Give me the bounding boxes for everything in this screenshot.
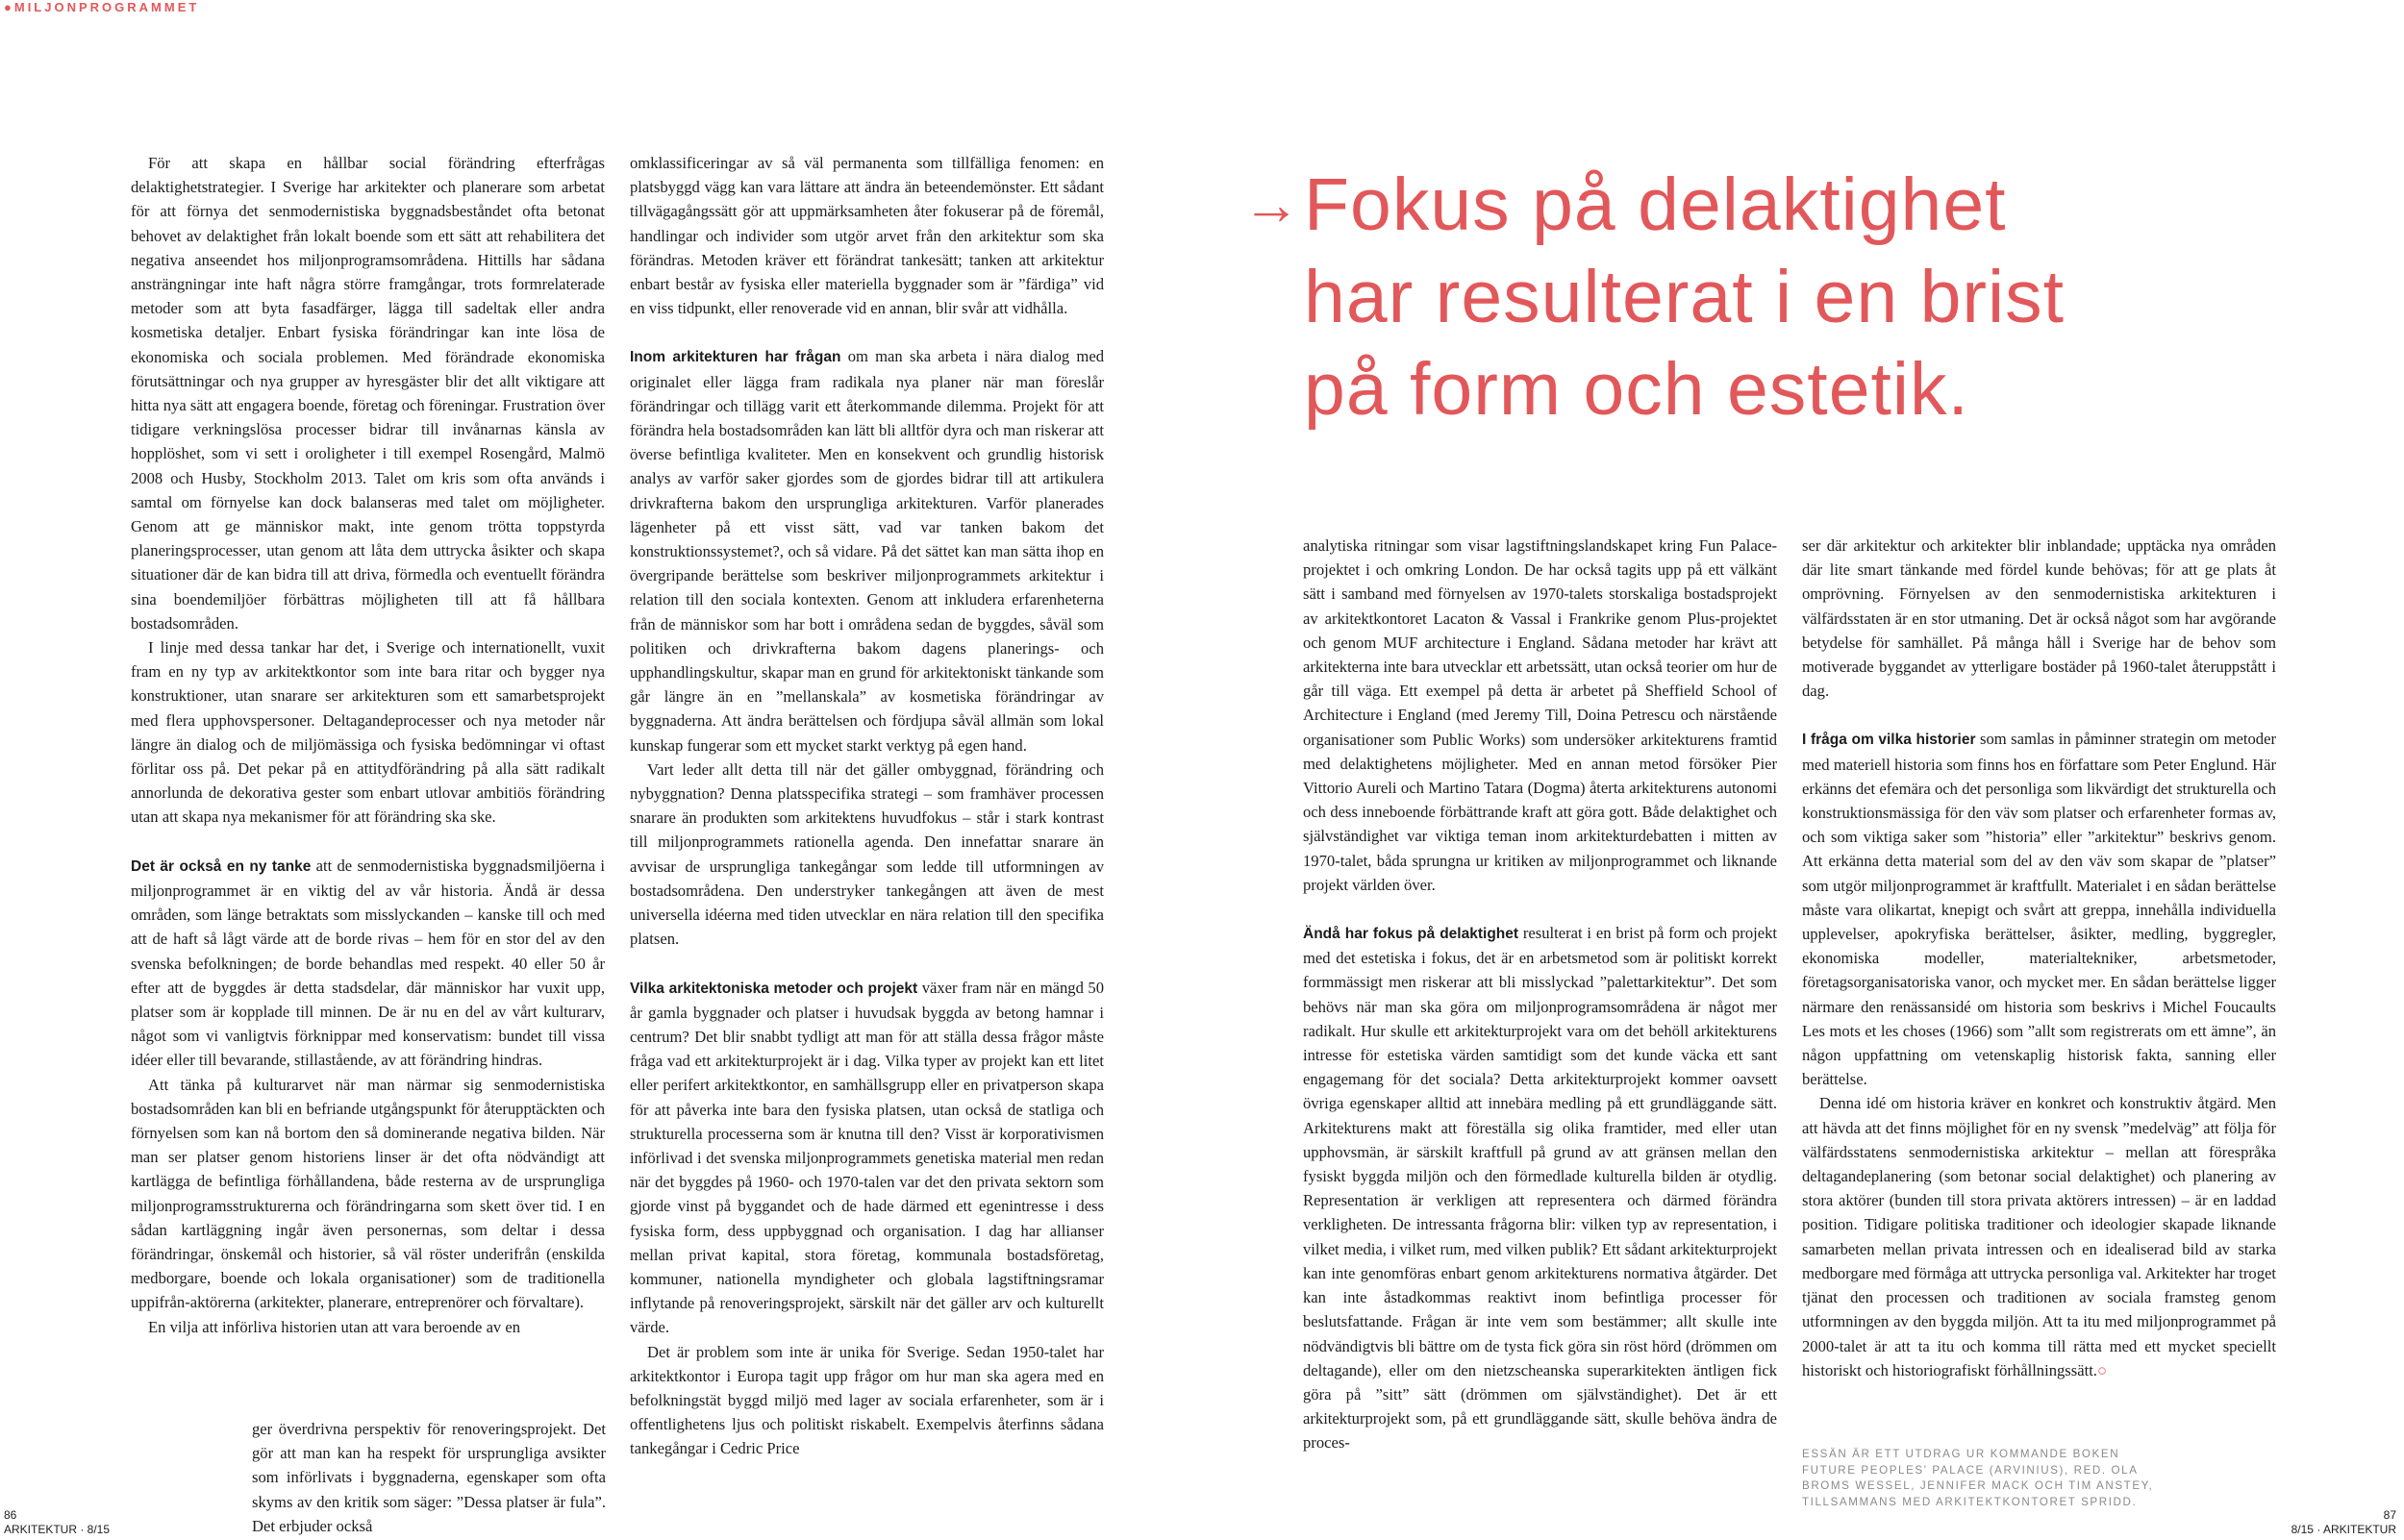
end-mark-icon: ○ [2096,1360,2107,1379]
article-credit: ESSÄN ÄR ETT UTDRAG UR KOMMANDE BOKEN FUTURE PEOPLES' PALACE (ARVINIUS), RED. OLA BROMS WESSEL, JENNIFER MACK OCH TIM ANSTEY, TILLSAMMANS MED ARKITEKTKONTORET SPRIDD. [1802,1448,2154,1508]
column-3 [1303,534,1777,1538]
paragraph: I linje med dessa tankar har det, i Sverige och internationellt, vuxit fram en ny typ av arkitektkontor som inte bara ritar och bygger nya konstruktioner, utan snarare ser arkitekturen som ett samarbetsprojekt med flera upphovspersoner. Deltagandeprocesser och nya metoder når längre än dialog och de miljömässiga och fysiska bedömningar vi oftast förlitar oss på. Det pekar på en attitydförändring på alla sätt radikalt annorlunda de dekorativa gester som enbart utlovar ambitiös förändring utan att skapa nya mekanismer för att förändring ska ske. [131,638,605,827]
section-label [4,0,199,14]
paragraph: I fråga om vilka historier som samlas in påminner strategin om metoder med materiell historia som finns hos en författare som Peter Englund. Här erkänns det efemära och det personliga som likvärdigt det strukturella och konstruktionsmässiga för den väv som platser och erfarenheter formas av, och som viktiga saker som ”historia” eller ”arkitektur” beskrivs genom. Att erkänna detta material som del av den väv som skapar de ”platser” som utgör miljonprogrammet är kraftfullt. Materialet i en sådan berättelse måste vara olikartat, knepigt och svårt att greppa, innehålla individuella upplevelser, apokryfiska berättelser, åsikter, medling, byggregler, ekonomiska modeller, materialtekniker, arbetsmetoder, företagsorganisatoriska vanor, och mycket mer. En sådan berättelse ligger närmare den renässansidé om historia som beskrivs i Michel Foucaults Les mots et les choses (1966) som ”allt som registrerats om ett ämne”, än någon uppfattning om vetenskaplig historisk fakta, sanning eller berättelse. [1802,730,2276,1089]
paragraph: För att skapa en hållbar social förändring efterfrågas delaktighetstrategier. I Sverige har arkitekter och planerare som arbetat för att förnya det senmodernistiska byggnadsbeståndet ofta betonat behovet av delaktighet från lokalt boende som ett sätt att rehabilitera det negativa anseendet hos miljonprogramsområdena. Hittills har sådana ansträngningar inte haft några större framgångar, trots formrelaterade metoder som att byta fasadfärger, lägga till sadeltak eller andra kosmetiska detaljer. Enbart fysiska förändringar kan inte lösa de ekonomiska och sociala problemen. Med förändrade ekonomiska förutsättningar och nya grupper av hyresgäster blir det allt viktigare att hitta nya sätt att engagera boende, företag och föreningar. Frustration över tidigare verkningslösa processer bidrar till invånarnas känsla av hopplöshet, som vi sett i oroligheter i till exempel Rosengård, Malmö 2008 och Husby, Stockholm 2013. Talet om kris som ofta används i samtal om förnyelse kan dock balanseras med talet om möjligheter. Genom att ge människor makt, inte genom trötta toppstyrda planeringsprocesser, utan genom att låta dem uttrycka åsikter och skapa situationer där de kan bidra till att driva, förmedla och eventuellt förändra sina boendemiljöer förbättras möjligheten till att få hållbara bostadsområden. [131,154,605,633]
pull-quote-line: Fokus på delaktighet [1304,163,2007,246]
paragraph: Det är också en ny tanke att de senmodernistiska byggnadsmiljöerna i miljonprogrammet är en viktig del av vår historia. Ändå är dessa områden, som länge betraktats som misslyckanden – kanske till och med att de haft så lågt värde att de borde rivas – hem för en stor del av den svenska befolkningen; de borde behandlas med respekt. 40 eller 50 år efter att de byggdes är detta stadsdelar, där människor har vuxit upp, platser som är kopplade till minnen. De är nu en del av vårt kulturarv, något som vi vanligtvis förknippar med konservatism: bundet till vissa idéer eller till bevarande, stillastående, av att förändring hindras. [131,856,605,1070]
arrow-right-icon: → [1242,172,1301,236]
lead-in: Det är också en ny tanke [131,857,312,875]
publication-name: ARKITEKTUR · 8/15 [4,1523,111,1536]
lead-in: Inom arkitekturen har frågan [630,349,841,366]
paragraph: Vart leder allt detta till när det gäller ombyggnad, förändring och nybyggnation? Denna platsspecifika strategi – som framhäver processen snarare än produkten som arkitektens huvudfokus – står i stark kontrast till miljonprogrammets rationella agenda. Den innefattar snarare än avvisar de ursprungliga tankegångar som ledde till utformningen av bostadsområdena. Den understryker tankegången att även de mest universella idéerna med tiden utvecklar en nära relation till den specifika platsen. [630,759,1104,949]
pull-quote-line: har resulterat i en brist [1304,256,2066,338]
column-2 [630,151,1104,1540]
lead-in: Ändå har fokus på delaktighet [1303,926,1519,943]
paragraph: analytiska ritningar som visar lagstiftningslandskapet kring Fun Palace-projektet i och omkring London. De har också tagits upp på ett välkänt sätt i samband med förnyelsen av 1970-talets storskaliga bostadsprojekt av arkitektkontoret Lacaton & Vassal i Frankrike genom Plus-projektet och genom MUF architecture i England. Sådana metoder har krävt att arkitekterna inte bara utvecklar ett arbetssätt, utan också teorier om hur de går till väga. Ett exempel på detta är arbetet på Sheffield School of Architecture i England (med Jeremy Till, Doina Petrescu och närstående organisationer som Public Works) som undersöker arkitekturens framtid med delaktighetens möjligheter. Med en annan metod försöker Pier Vittorio Aureli och Martino Tatara (Dogma) återta arkitekturens autonomi och dess inneboende förbättrande kraft att göra gott. Både delaktighet och självständighet var viktiga teman inom arkitekturdebatten i mitten av 1970-talet, båda sprungna ur kritiken av miljonprogrammet och liknande projekt världen över. [1303,536,1777,894]
paragraph: Att tänka på kulturarvet när man närmar sig senmodernistiska bostadsområden kan bli en befriande utgångspunkt för återupptäckten och förnyelsen som kan nå bortom den så dominerande negativa bilden. När man ser platser genom historiens linser är det ofta nödvändigt att kartlägga de befintliga förhållandena, både resterna av de ursprungliga miljonprogramsstrukturerna och förändringarna som skett över tid. I en sådan kartläggning ingår även personernas, som deltar i dessa förändringar, önskemål och historier, så väl röster underifrån (enskilda medborgare, boende och lokala organisationer) som de traditionella uppifrån-aktörerna (arkitekter, planerare, entreprenörer och förvaltare). [131,1075,605,1312]
paragraph: Det är problem som inte är unika för Sverige. Sedan 1950-talet har arkitektkontor i Europa tagit upp frågor om hur man ska agera med en befolkningstät byggd miljö med lager av sociala erfarenheter, som är i offentlighetens ljus och politiskt riskabelt. Exempelvis återfinns sådana tankegångar i Cedric Price [630,1342,1104,1458]
paragraph: ser där arkitektur och arkitekter blir inblandade; upptäcka nya områden där lite smart tänkande med fördel kunde behövas; för att ge plats åt omprövning. Förnyelsen av den senmodernistiska arkitekturen i välfärdsstaten är en stor utmaning. Det är också något som har avgörande betydelse för samhället. På många håll i Sverige har de behov som motiverade byggandet av ytterligare bostäder på 1960-talet återuppstått i dag. [1802,536,2276,701]
paragraph: Denna idé om historia kräver en konkret och konstruktiv åtgärd. Men att hävda att det finns möjlighet för en ny svensk ”medelväg” att följa för välfärdsstatens senmodernistiska arkitektur – mellan att förespråka deltagandeplanering (som betonar social delaktighet) och planering av stora aktörer (bunden till stora privata aktörers intressen) – är en laddad position. Tidigare politiska traditioner och ideologier skapade liknande samarbeten mellan privata intressen och en idealiserad bild av starka medborgare med förmåga att uttrycka personliga val. Arkitekter har troget tjänat den processen och traditionen av sociala framsteg genom utformningen av den byggda miljön. Att ta itu med miljonprogrammet på 2000-talet är att ta itu och komma till rätta med ett mycket speciellt historiskt och historiografiskt förhållningssätt.○ [1802,1094,2276,1379]
section-label-text: MILJONPROGRAMMET [13,0,200,14]
column-1-tail [252,1417,606,1538]
page-number: 87 [2383,1508,2396,1522]
paragraph: ger överdrivna perspektiv för renoveringsprojekt. Det gör att man kan ha respekt för ursprungliga avsikter som införlivats i byggnaderna, egenskaper som ofta skyms av den kritik som säger: ”Dessa platser är fula”. Det erbjuder också [252,1420,606,1535]
folio-left [4,1508,110,1537]
column-1 [131,151,605,1401]
paragraph: Ändå har fokus på delaktighet resulterat i en brist på form och projekt med det estetiska i fokus, det är en arbetsmetod som är politiskt korrekt formmässigt men riskerar att bli misslyckad ”palettarkitektur”. Det som behövs när man ska göra om miljonprogramsområdena är något mer radikalt. Hur skulle ett arkitekturprojekt vara om det behöll arkitekturens intresse för estetiska värden samtidigt som det kunde väcka ett sant engagemang för det sociala? Detta arkitekturprojekt kommer oavsett övriga egenskaper alltid att innebära medling på ett grundläggande sätt. Arkitekturens makt att föreställa sig olika framtider, med eller utan upphovsmän, är särskilt kraftfull på grund av att gränsen mellan den fysiskt byggda miljön och den förmedlade kulturella bilden är otydlig. Representation är verkligen att representera och därmed förändra verkligheten. De intressanta frågorna blir: vilken typ av representation, i vilket media, i vilket rum, med vilken publik? Ett sådant arkitekturprojekt kan inte genomföras enbart genom arkitekturens normativa åtgärder. Det kan inte åstadkommas reaktivt inom befintliga processer för beslutsfattande. Frågan är inte vem som bestämmer; allt skulle inte nödvändigtvis bli bättre om de tysta fick göra sin röst hörd (drömmen om deltagande), eller om den nietzscheanska superarkitekten äntligen fick göra på ”sitt” sätt (drömmen om självständighet). Det är ett arkitekturprojekt som, på ett grundläggande sätt, skulle behöva ändra de proces- [1303,924,1777,1453]
lead-in: I fråga om vilka historier [1802,732,1976,749]
page-number: 86 [4,1508,17,1522]
column-4 [1802,534,2276,1504]
bullet-icon: ● [4,0,14,14]
lead-in: Vilka arkitektoniska metoder och projekt [630,980,918,997]
folio-right [2291,1508,2396,1537]
paragraph: Vilka arkitektoniska metoder och projekt växer fram när en mängd 50 år gamla byggnader och platser i huvudsak byggda av betong hamnar i centrum? Det blir snabbt tydligt att man för att ställa dessa frågor måste fråga vad ett arkitekturprojekt är i dag. Vilka typer av projekt kan ett litet eller perifert arkitektkontor, en samhällsgrupp eller en privatperson skapa för att påverka inte bara den fysiska platsen, utan också de statliga och strukturella processerna som är knutna till den? Visst är korporativismen införlivad i det svenska miljonprogrammets genetiska material men redan när det byggdes på 1960- och 1970-talen var det den privata sektorn som gjorde vinst på byggandet och de hade därmed ett egenintresse i dess fysiska form, dess uppbyggnad och organisation. I dag har allianser mellan privat kapital, stora företag, kommunala bostadsföretag, kommuner, nationella myndigheter och globala lagstiftningsramar inflytande på renoveringsprojekt, särskilt när det gäller arv och kulturellt värde. [630,978,1104,1337]
publication-name: 8/15 · ARKITEKTUR [2291,1523,2396,1536]
paragraph: omklassificeringar av så väl permanenta som tillfälliga fenomen: en platsbyggd vägg kan vara lättare att ändra än beteendemönster. Ett sådant tillvägagångssätt gör att uppmärksamheten åter fokuserar på de föremål, handlingar och individer som utgör arvet från den arkitektur som ska förändras. Metoden kräver ett förändrat tankesätt; tanken att arkitektur enbart består av fysiska eller materiella byggnader som är ”färdiga” vid en viss tidpunkt, eller renoverade vid en annan, blir svår att vidhålla. [630,154,1104,318]
paragraph: Inom arkitekturen har frågan om man ska arbeta i nära dialog med originalet eller lägga fram radikala nya planer när man föreslår förändringar och tillägg varit ett återkommande dilemma. Projekt för att förändra hela bostadsområden kan lätt bli alltför dyra och man riskerar att överse befintliga kvaliteter. Men en konsekvent och grundlig historisk analys av varför saker gjordes som de gjordes bidrar till att artikulera drivkrafterna bakom den ursprungliga arkitekturen. Varför planerades lägenheter på ett visst sätt, vad var tanken bakom det konstruktionssystemet?, och så vidare. På det sättet kan man sätta ihop en övergripande berättelse som beskriver miljonprogrammets arkitektur i relation till den sociala kontexten. Genom att inkludera erfarenheterna från de människor som har bott i områdena sedan de byggdes, såväl som politiken och drivkrafterna bakom dagens planerings- och upphandlingskultur, skapar man en grund för arkitektoniskt tänkande som går längre än en ”mellanskala” av kosmetiska förändringar av byggnaderna. Att ändra berättelsen och fördjupa såväl allmän som lokal kunskap fungerar som ett mycket starkt verktyg på egen hand. [630,347,1104,755]
paragraph: En vilja att införliva historien utan att vara beroende av en [148,1317,521,1336]
pull-quote-line: på form och estetik. [1304,348,1969,431]
